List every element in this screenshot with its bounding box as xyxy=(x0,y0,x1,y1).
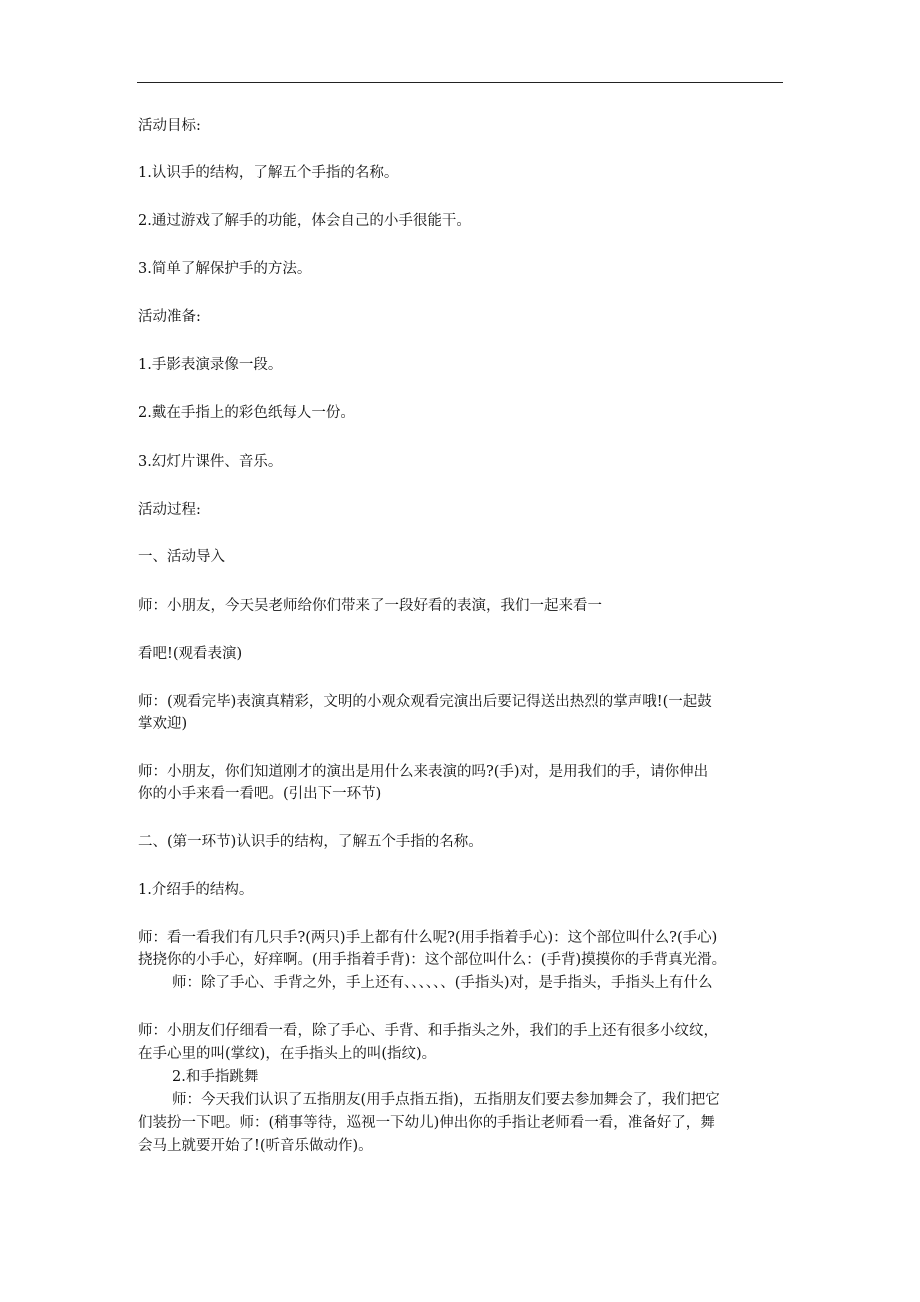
heading-preparation: 活动准备: xyxy=(138,309,201,325)
paragraph-line: 挠挠你的小手心，好痒啊。(用手指着手背)：这个部位叫什么：(手背)摸摸你的手背真光滑。 xyxy=(138,952,727,968)
subsection-2-title: 2.和手指跳舞 xyxy=(172,1069,259,1085)
paragraph-line: 师：看一看我们有几只手?(两只)手上都有什么呢?(用手指着手心)：这个部位叫什么?(手心) xyxy=(138,930,718,946)
objective-3: 3.简单了解保护手的方法。 xyxy=(138,261,312,277)
heading-process: 活动过程: xyxy=(138,502,201,518)
paragraph-line: 师：今天我们认识了五指朋友(用手点指五指)，五指朋友们要去参加舞会了，我们把它 xyxy=(172,1092,720,1108)
preparation-2: 2.戴在手指上的彩色纸每人一份。 xyxy=(138,405,355,421)
objective-1: 1.认识手的结构，了解五个手指的名称。 xyxy=(138,165,399,181)
preparation-1: 1.手影表演录像一段。 xyxy=(138,357,283,373)
header-rule xyxy=(137,82,783,83)
paragraph-line: 在手心里的叫(掌纹)，在手指头上的叫(指纹)。 xyxy=(138,1046,437,1062)
section-2-title: 二、(第一环节)认识手的结构，了解五个手指的名称。 xyxy=(138,834,483,850)
paragraph-line: 师：小朋友，今天吴老师给你们带来了一段好看的表演，我们一起来看一 xyxy=(138,598,602,614)
objective-2: 2.通过游戏了解手的功能，体会自己的小手很能干。 xyxy=(138,213,471,229)
paragraph-line: 你的小手来看一看吧。(引出下一环节) xyxy=(138,786,382,802)
paragraph-line: 师：(观看完毕)表演真精彩，文明的小观众观看完演出后要记得送出热烈的掌声哦!(一起鼓 xyxy=(138,694,712,710)
paragraph-line: 师：除了手心、手背之外，手上还有、、、、、、(手指头)对，是手指头，手指头上有什么 xyxy=(172,975,713,991)
paragraph-line: 看吧!(观看表演) xyxy=(138,646,243,662)
paragraph-line: 掌欢迎) xyxy=(138,716,188,732)
section-1-title: 一、活动导入 xyxy=(138,549,225,565)
paragraph-line: 们装扮一下吧。师：(稍事等待，巡视一下幼儿)伸出你的手指让老师看一看，准备好了，舞 xyxy=(138,1115,715,1131)
paragraph-line: 会马上就要开始了!(听音乐做动作)。 xyxy=(138,1138,373,1154)
preparation-3: 3.幻灯片课件、音乐。 xyxy=(138,454,283,470)
paragraph-line: 师：小朋友，你们知道刚才的演出是用什么来表演的吗?(手)对，是用我们的手，请你伸出 xyxy=(138,764,709,780)
subsection-1-title: 1.介绍手的结构。 xyxy=(138,882,254,898)
heading-objectives: 活动目标: xyxy=(138,118,201,134)
paragraph-line: 师：小朋友们仔细看一看，除了手心、手背、和手指头之外，我们的手上还有很多小纹纹， xyxy=(138,1023,718,1039)
